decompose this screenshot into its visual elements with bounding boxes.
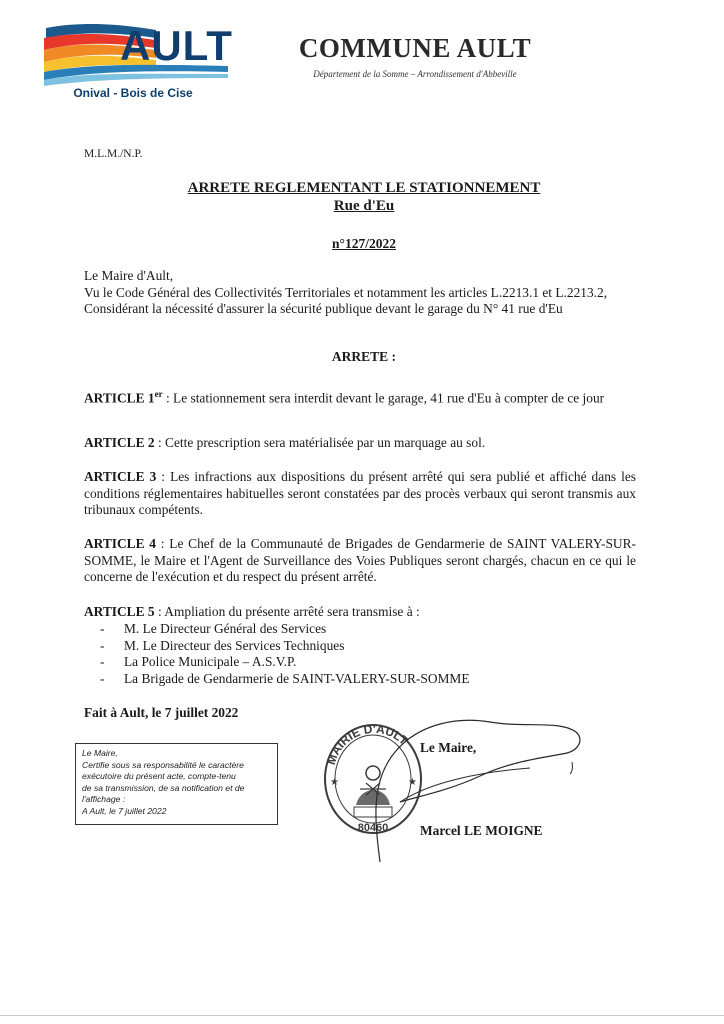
- intro-legal-basis: Vu le Code Général des Collectivités Territoriales et notamment les articles L.2213.1 et L.2213.2,: [84, 284, 608, 300]
- list-item: - La Brigade de Gendarmerie de SAINT-VALERY-SUR-SOMME: [100, 671, 470, 688]
- article-text: Le Chef de la Communauté de Brigades de Gendarmerie de SAINT VALERY-SUR-SOMME, le Maire et l'Agent de Surveillance des Voies Publiques seront chargés, chacun en ce qui le concerne de l'exécution et du respect du présent arrêté.: [84, 536, 636, 584]
- article-separator: :: [156, 536, 170, 551]
- page-bottom-rule: [0, 1015, 724, 1016]
- article-label: ARTICLE 5: [84, 604, 155, 619]
- mayor-name: Marcel LE MOIGNE: [420, 823, 543, 838]
- logo-wordmark: AULT: [120, 22, 233, 69]
- certification-line: l'affichage :: [82, 794, 126, 804]
- article-separator: :: [154, 604, 165, 619]
- article-3: [84, 469, 636, 519]
- article-5: [84, 604, 636, 621]
- intro-mayor: Le Maire d'Ault,: [84, 268, 174, 283]
- article-label: ARTICLE 4: [84, 536, 157, 551]
- article-text: Ampliation du présente arrêté sera transmise à :: [164, 604, 420, 619]
- mayor-label: Le Maire,: [420, 740, 477, 755]
- commune-title: COMMUNE AULT: [298, 33, 532, 63]
- certification-box: [75, 743, 278, 825]
- handwritten-signature: [340, 712, 590, 872]
- list-item: - M. Le Directeur des Services Techniques: [100, 638, 470, 655]
- svg-text:★: ★: [408, 777, 417, 788]
- article-text: Les infractions aux dispositions du présent arrêté qui sera publié et affiché dans les conditions réglementaires habituelles seront constatées par des procès verbaux qui seront transmis aux tribunaux compétents.: [84, 469, 636, 517]
- signing-place-date: Fait à Ault, le 7 juillet 2022: [84, 705, 239, 720]
- intro-block: [84, 268, 636, 318]
- decree-title: ARRETE REGLEMENTANT LE STATIONNEMENT: [187, 180, 541, 196]
- decree-street: Rue d'Eu: [333, 198, 395, 214]
- commune-logo: [38, 22, 234, 110]
- certification-line: Le Maire,: [82, 748, 118, 758]
- decision-heading: ARRETE :: [331, 349, 397, 364]
- article-label-suffix: er: [154, 389, 163, 399]
- svg-text:★: ★: [330, 777, 339, 788]
- stamp-code: 80460: [357, 822, 389, 834]
- article-text: Cette prescription sera matérialisée par un marquage au sol.: [165, 435, 486, 450]
- list-item: - M. Le Directeur Général des Services: [100, 621, 470, 638]
- article-label: ARTICLE 1: [84, 390, 155, 406]
- stamp-text: MAIRIE D'AULT: [323, 721, 411, 767]
- certification-line: Certifie sous sa responsabilité le caractère: [82, 759, 244, 770]
- article-label: ARTICLE 3: [84, 469, 157, 484]
- article-1: [84, 386, 636, 407]
- signature-graphic: [340, 712, 590, 872]
- article-label: ARTICLE 2: [84, 435, 155, 450]
- decree-number: n°127/2022: [332, 236, 396, 251]
- article-separator: :: [154, 435, 166, 450]
- certification-line: de sa transmission, de sa notification et de: [82, 782, 245, 793]
- article-separator: :: [162, 390, 174, 406]
- intro-consideration: Considérant la nécessité d'assurer la sécurité publique devant le garage du N° 41 rue d'Eu: [84, 301, 563, 316]
- article-separator: :: [156, 469, 171, 484]
- document-reference: M.L.M./N.P.: [84, 148, 143, 160]
- certification-line: A Ault, le 7 juillet 2022: [82, 805, 167, 816]
- recipient-list: [100, 621, 470, 687]
- list-item: - La Police Municipale – A.S.V.P.: [100, 654, 470, 671]
- logo-tagline: Onival - Bois de Cise: [73, 86, 193, 100]
- article-text: Le stationnement sera interdit devant le garage, 41 rue d'Eu à compter de ce jour: [173, 390, 605, 406]
- certification-line: exécutoire du présent acte, compte-tenu: [82, 771, 236, 781]
- article-2: [84, 435, 636, 452]
- article-4: [84, 536, 636, 586]
- commune-subtitle: Département de la Somme – Arrondissement d'Abbeville: [313, 69, 517, 79]
